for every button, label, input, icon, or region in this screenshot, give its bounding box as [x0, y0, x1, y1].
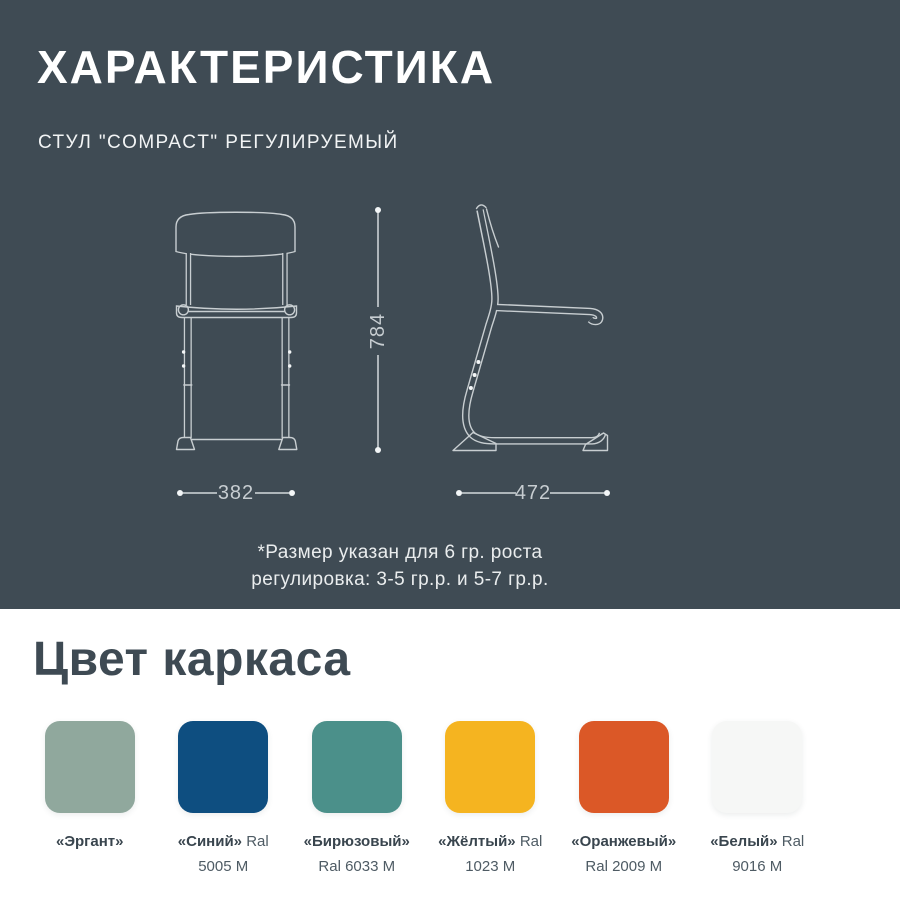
color-swatch — [445, 721, 535, 813]
color-swatch — [579, 721, 669, 813]
color-swatch — [178, 721, 268, 813]
color-label: «Оранжевый» Ral 2009 M — [571, 833, 677, 875]
size-note-line2: регулировка: 3-5 гр.р. и 5-7 гр.р. — [251, 569, 549, 590]
chair-side-view — [453, 205, 608, 451]
color-palette — [0, 721, 900, 879]
height-dimension-label: 784 — [367, 312, 389, 350]
width-dimension — [177, 482, 295, 504]
product-subtitle: СТУЛ "COMPACT" РЕГУЛИРУЕМЫЙ — [38, 132, 399, 153]
depth-dimension-label: 472 — [514, 482, 552, 504]
color-card — [424, 721, 558, 879]
chair-front-view — [176, 212, 297, 449]
color-swatch — [45, 721, 135, 813]
color-swatch — [312, 721, 402, 813]
frame-color-section — [0, 609, 900, 900]
color-label: «Эргант» — [55, 833, 124, 850]
color-card — [691, 721, 825, 879]
color-card — [157, 721, 291, 879]
frame-color-title: Цвет каркаса — [33, 633, 351, 686]
size-note-line1: *Размер указан для 6 гр. роста — [257, 542, 543, 563]
color-label: «Синий» Ral 5005 M — [177, 833, 269, 875]
color-label: «Жёлтый» Ral 1023 M — [438, 833, 543, 875]
color-card — [557, 721, 691, 879]
color-label: «Бирюзовый» Ral 6033 M — [303, 833, 410, 875]
height-dimension — [367, 207, 389, 453]
chair-dimension-diagram — [140, 195, 660, 515]
color-swatch — [712, 721, 802, 813]
size-note — [140, 539, 660, 593]
color-card — [23, 721, 157, 854]
color-card — [290, 721, 424, 879]
width-dimension-label: 382 — [217, 482, 255, 504]
page-title: ХАРАКТЕРИСТИКА — [37, 41, 496, 93]
depth-dimension — [456, 482, 610, 504]
color-label: «Белый» Ral 9016 M — [710, 833, 805, 875]
